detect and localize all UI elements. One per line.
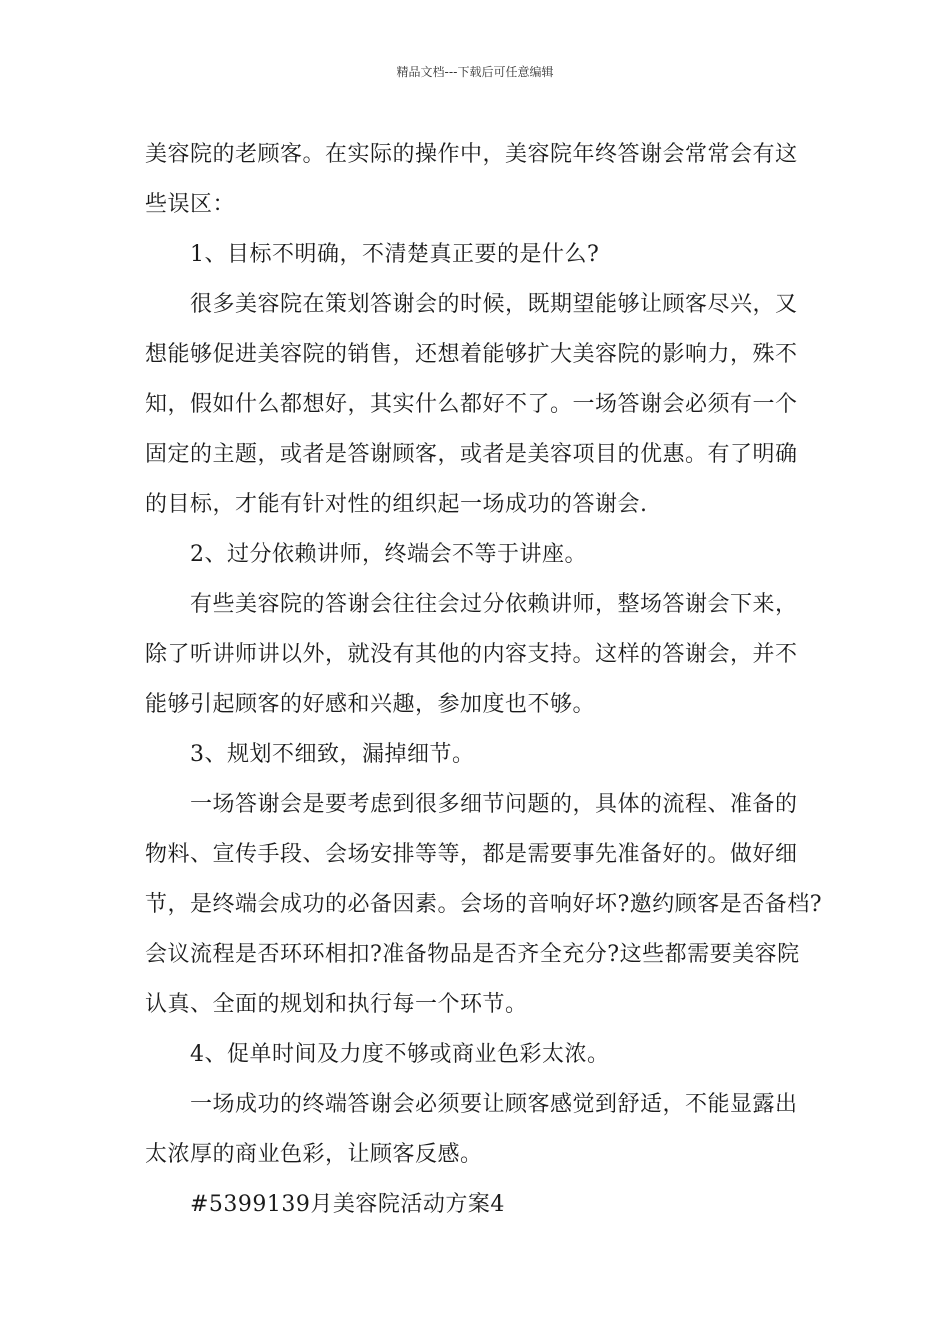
body-line: 能够引起顾客的好感和兴趣，参加度也不够。	[145, 692, 596, 717]
body-line: 一场答谢会是要考虑到很多细节问题的，具体的流程、准备的	[190, 792, 798, 817]
section-heading: 3、规划不细致，漏掉细节。	[190, 742, 475, 767]
section-heading: 2、过分依赖讲师，终端会不等于讲座。	[190, 542, 587, 567]
body-line: 节，是终端会成功的必备因素。会场的音响好坏?邀约顾客是否备档?	[145, 892, 823, 917]
body-line: 的目标，才能有针对性的组织起一场成功的答谢会.	[145, 492, 648, 517]
body-line: 固定的主题，或者是答谢顾客，或者是美容项目的优惠。有了明确	[145, 442, 798, 467]
document-body	[145, 130, 823, 1230]
body-line: 除了听讲师讲以外，就没有其他的内容支持。这样的答谢会，并不	[145, 642, 798, 667]
body-line: 认真、全面的规划和执行每一个环节。	[145, 992, 528, 1017]
document-title-line: #5399139月美容院活动方案4	[190, 1192, 505, 1217]
page-header: 精品文档---下载后可任意编辑	[396, 65, 554, 79]
section-heading: 1、目标不明确，不清楚真正要的是什么?	[190, 242, 600, 267]
body-line: 太浓厚的商业色彩，让顾客反感。	[145, 1142, 483, 1167]
body-line: 知，假如什么都想好，其实什么都好不了。一场答谢会必须有一个	[145, 392, 798, 417]
body-line: 有些美容院的答谢会往往会过分依赖讲师，整场答谢会下来，	[190, 592, 798, 617]
body-line: 想能够促进美容院的销售，还想着能够扩大美容院的影响力，殊不	[145, 342, 798, 367]
body-line: 很多美容院在策划答谢会的时候，既期望能够让顾客尽兴，又	[190, 292, 798, 317]
section-heading: 4、促单时间及力度不够或商业色彩太浓。	[190, 1042, 610, 1067]
body-line: 些误区：	[145, 192, 236, 217]
body-line: 一场成功的终端答谢会必须要让顾客感觉到舒适，不能显露出	[190, 1092, 798, 1117]
body-line: 物料、宣传手段、会场安排等等，都是需要事先准备好的。做好细	[145, 842, 798, 867]
body-line: 美容院的老顾客。在实际的操作中，美容院年终答谢会常常会有这	[145, 142, 798, 167]
body-line: 会议流程是否环环相扣?准备物品是否齐全充分?这些都需要美容院	[145, 942, 800, 967]
